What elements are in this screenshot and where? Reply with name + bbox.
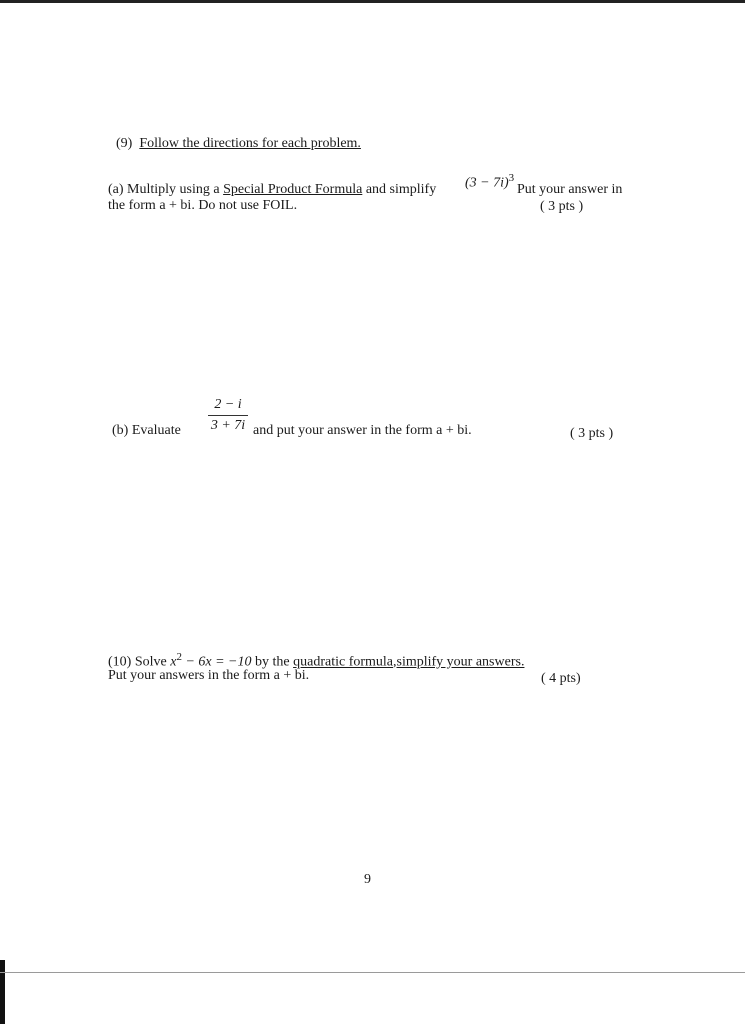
- page-number: 9: [364, 872, 371, 887]
- scan-bottom-edge: [0, 972, 745, 973]
- part-a-expr-base: (3 − 7i): [465, 175, 509, 191]
- fraction-bar: [208, 415, 248, 416]
- part-a-tail: Put your answer in: [517, 182, 623, 197]
- problem-10-simplify: simplify your answers.: [396, 654, 525, 670]
- part-a-line2: the form a + bi. Do not use FOIL.: [108, 198, 298, 213]
- scan-top-edge: [0, 0, 745, 3]
- part-a-expression: [465, 172, 514, 192]
- scan-left-edge: [0, 960, 5, 1024]
- part-b-text: and put your answer in the form a + bi.: [253, 423, 472, 438]
- problem-10-equation: − 6x = −10: [185, 654, 252, 670]
- part-b-denominator: 3 + 7i: [210, 418, 246, 433]
- part-b-points: ( 3 pts ): [570, 426, 614, 441]
- problem-10-x-exponent: 2: [176, 651, 182, 663]
- part-b-fraction: [208, 397, 248, 434]
- part-b-numerator: 2 − i: [214, 397, 242, 412]
- part-a-label: (a) Multiply using a: [108, 182, 220, 197]
- problem-10-x: x: [170, 654, 177, 670]
- section-number: (9): [116, 136, 133, 151]
- section-heading: [116, 136, 361, 152]
- part-b-label: (b) Evaluate: [112, 423, 181, 438]
- problem-10-points: ( 4 pts): [541, 671, 581, 686]
- problem-10-quadratic-formula: quadratic formula: [293, 654, 394, 670]
- part-a-special-product: Special Product Formula: [223, 182, 363, 197]
- part-a-line1: [108, 182, 436, 198]
- problem-10-by: by the: [255, 654, 290, 670]
- part-a-points: ( 3 pts ): [540, 199, 584, 214]
- problem-10-line2: Put your answers in the form a + bi.: [108, 668, 310, 683]
- part-a-expr-exponent: 3: [508, 172, 515, 184]
- part-a-mid: and simplify: [365, 182, 437, 197]
- problem-10-label: (10) Solve: [108, 654, 167, 670]
- problem-10-comma: ,: [393, 654, 397, 670]
- section-title: Follow the directions for each problem.: [139, 136, 361, 151]
